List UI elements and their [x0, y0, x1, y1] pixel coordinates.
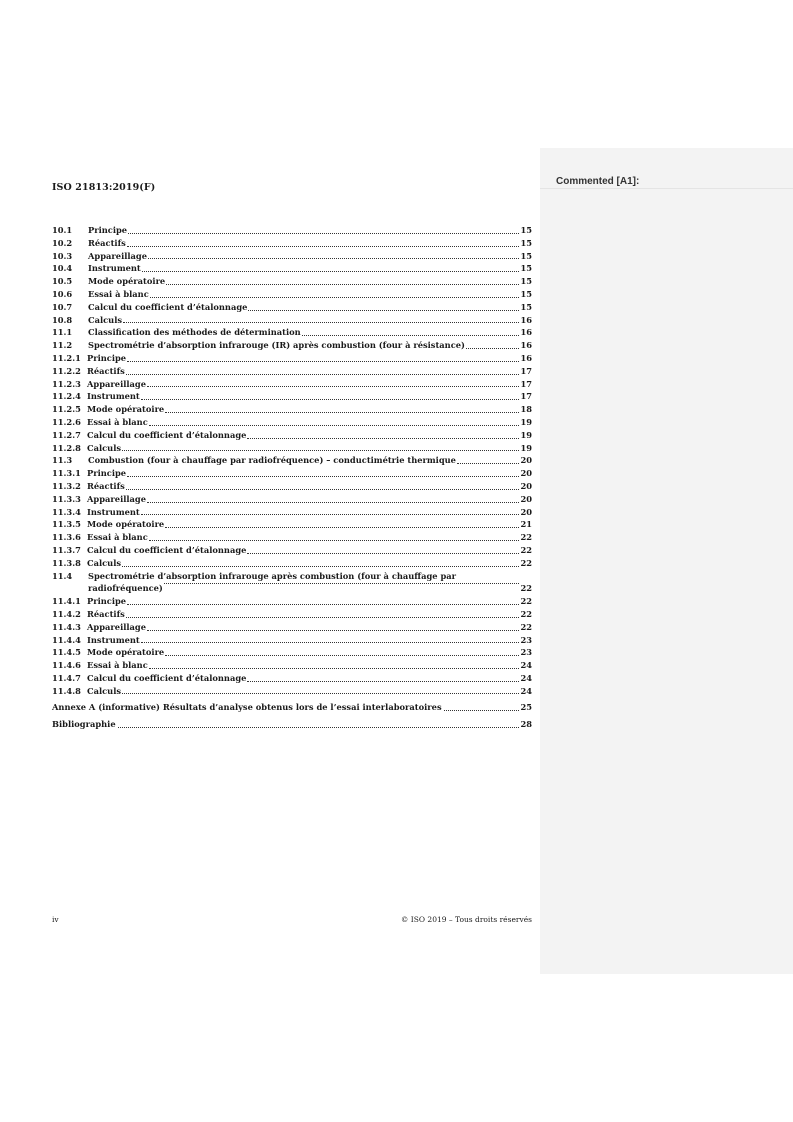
dot-leader — [127, 245, 520, 247]
toc-entry[interactable] — [52, 250, 532, 263]
toc-entry[interactable] — [52, 288, 532, 301]
toc-entry-number: 11.4.4 — [52, 634, 81, 645]
toc-entry-page: 22 — [520, 544, 532, 555]
dot-leader — [127, 475, 519, 477]
toc-entry-title: Spectrométrie d’absorption infrarouge après combustion (four à chauffage par — [88, 570, 457, 581]
dot-leader — [247, 437, 519, 439]
toc-entry-title: Essai à blanc — [87, 660, 148, 671]
toc-entry-page: 24 — [520, 685, 532, 696]
toc-entry[interactable] — [52, 518, 532, 531]
toc-entry[interactable] — [52, 326, 532, 339]
toc-entry-number: 10.8 — [52, 314, 73, 325]
dot-leader — [147, 385, 519, 387]
toc-entry[interactable] — [52, 595, 532, 608]
dot-leader — [457, 462, 520, 464]
toc-entry-page: 17 — [520, 391, 532, 402]
toc-entry-number: 11.3.7 — [52, 544, 81, 555]
toc-entry-title: Calcul du coefficient d’étalonnage — [88, 301, 248, 312]
toc-entry-page: 15 — [520, 263, 532, 274]
dot-leader — [141, 398, 520, 400]
toc-entry-title: Calcul du coefficient d’étalonnage — [87, 544, 247, 555]
dot-leader — [149, 424, 520, 426]
toc-entry-title: Calcul du coefficient d’étalonnage — [87, 672, 247, 683]
toc-entry-title: Mode opératoire — [88, 276, 166, 287]
dot-leader — [126, 373, 520, 375]
toc-entry-title: Classification des méthodes de détermination — [88, 327, 301, 338]
toc-entry-title: Spectrométrie d’absorption infrarouge (IR) après combustion (four à résistance) — [88, 340, 465, 351]
toc-entry-title: Mode opératoire — [87, 404, 165, 415]
toc-entry[interactable] — [52, 557, 532, 570]
toc-entry-title: Annexe A (informative) Résultats d’analyse obtenus lors de l’essai interlaboratoires — [52, 702, 442, 713]
toc-entry[interactable] — [52, 480, 532, 493]
toc-entry-title: Appareillage — [87, 621, 146, 632]
toc-entry-page: 20 — [520, 506, 532, 517]
dot-leader — [126, 616, 520, 618]
toc-entry-number: 11.4.8 — [52, 685, 81, 696]
toc-entry-title-continued: radiofréquence) — [88, 583, 163, 594]
toc-entry[interactable] — [52, 659, 532, 672]
dot-leader — [164, 582, 520, 584]
toc-entry-title: Calculs — [87, 685, 122, 696]
toc-entry-number: 11.4.6 — [52, 660, 81, 671]
dot-leader — [247, 552, 519, 554]
document-id: ISO 21813:2019(F) — [52, 182, 156, 193]
toc-entry-page: 22 — [520, 608, 532, 619]
dot-leader — [147, 501, 519, 503]
toc-entry[interactable] — [52, 339, 532, 352]
toc-entry-number: 11.3.8 — [52, 557, 81, 568]
toc-entry-page: 25 — [520, 702, 532, 713]
toc-entry-title: Calculs — [88, 314, 123, 325]
toc-entry[interactable] — [52, 506, 532, 519]
toc-entry[interactable] — [52, 685, 532, 698]
toc-entry-number: 10.2 — [52, 237, 73, 248]
toc-entry-number: 11.3.1 — [52, 468, 81, 479]
dot-leader — [148, 257, 519, 259]
toc-entry-bibliography[interactable] — [52, 718, 532, 731]
dot-leader — [122, 449, 519, 451]
toc-entry-page: 20 — [520, 468, 532, 479]
toc-entry[interactable] — [52, 365, 532, 378]
toc-entry[interactable] — [52, 531, 532, 544]
dot-leader — [302, 334, 520, 336]
toc-entry-page: 17 — [520, 378, 532, 389]
toc-entry-title: Mode opératoire — [87, 647, 165, 658]
toc-entry-page: 15 — [520, 250, 532, 261]
toc-entry-page: 15 — [520, 276, 532, 287]
copyright-notice: © ISO 2019 – Tous droits réservés — [400, 915, 532, 924]
toc-entry-number: 11.4.1 — [52, 596, 81, 607]
toc-entry-title: Instrument — [87, 391, 140, 402]
toc-entry-page: 16 — [520, 340, 532, 351]
dot-leader — [444, 709, 520, 711]
toc-entry-number: 11.4.7 — [52, 672, 81, 683]
toc-entry-number: 11.2 — [52, 340, 73, 351]
toc-entry-number: 11.3 — [52, 455, 73, 466]
toc-entry-page: 16 — [520, 314, 532, 325]
toc-entry-number: 11.4.2 — [52, 608, 81, 619]
toc-entry[interactable] — [52, 442, 532, 455]
toc-entry-page: 15 — [520, 237, 532, 248]
dot-leader — [141, 641, 520, 643]
dot-leader — [122, 565, 519, 567]
toc-entry[interactable] — [52, 454, 532, 467]
toc-entry-title: Bibliographie — [52, 719, 116, 730]
dot-leader — [248, 309, 519, 311]
toc-entry-number: 10.6 — [52, 288, 73, 299]
toc-entry-page: 20 — [520, 480, 532, 491]
toc-entry-title: Essai à blanc — [88, 288, 149, 299]
toc-entry-number: 11.2.6 — [52, 416, 81, 427]
page-number: iv — [52, 915, 59, 924]
toc-entry-page: 23 — [520, 634, 532, 645]
toc-entry-number: 11.1 — [52, 327, 73, 338]
toc-entry[interactable] — [52, 608, 532, 621]
toc-entry-page: 16 — [520, 352, 532, 363]
toc-entry[interactable] — [52, 390, 532, 403]
toc-entry-number: 11.2.3 — [52, 378, 81, 389]
toc-entry-number: 11.3.4 — [52, 506, 81, 517]
toc-entry-page: 19 — [520, 442, 532, 453]
comment-title[interactable]: Commented [A1]: — [556, 176, 640, 187]
toc-entry-page: 24 — [520, 660, 532, 671]
toc-entry-page: 22 — [520, 532, 532, 543]
toc-entry-number: 10.3 — [52, 250, 73, 261]
toc-entry-page: 15 — [520, 288, 532, 299]
toc-entry[interactable] — [52, 634, 532, 647]
comment-header — [540, 148, 793, 189]
toc-entry-title: Principe — [87, 352, 127, 363]
dot-leader — [247, 680, 519, 682]
toc-entry[interactable] — [52, 544, 532, 557]
dot-leader — [165, 654, 519, 656]
toc-entry-title: Instrument — [87, 506, 140, 517]
toc-entry-page: 17 — [520, 365, 532, 376]
toc-entry[interactable] — [52, 224, 532, 237]
dot-leader — [118, 726, 520, 728]
toc-entry-page: 21 — [520, 519, 532, 530]
toc-entry-title: Réactifs — [88, 237, 126, 248]
toc-entry-title: Calculs — [87, 442, 122, 453]
dot-leader — [142, 270, 520, 272]
toc-entry-number: 11.4.5 — [52, 647, 81, 658]
toc-entry-title: Calculs — [87, 557, 122, 568]
toc-entry-title: Instrument — [88, 263, 141, 274]
toc-entry-annex[interactable] — [52, 701, 532, 714]
toc-entry-number: 11.4.3 — [52, 621, 81, 632]
toc-entry[interactable] — [52, 403, 532, 416]
toc-entry-number: 11.2.5 — [52, 404, 81, 415]
toc-entry-title: Réactifs — [87, 480, 125, 491]
toc-entry[interactable] — [52, 237, 532, 250]
toc-entry-page: 22 — [520, 621, 532, 632]
dot-leader — [150, 296, 520, 298]
dot-leader — [165, 526, 519, 528]
toc-entry-number: 11.2.2 — [52, 365, 81, 376]
toc-entry-page: 20 — [520, 493, 532, 504]
toc-entry-number: 11.2.4 — [52, 391, 81, 402]
dot-leader — [166, 283, 519, 285]
toc-entry-title: Combustion (four à chauffage par radiofréquence) – conductimétrie thermique — [88, 455, 456, 466]
toc-entry-title: Essai à blanc — [87, 532, 148, 543]
dot-leader — [147, 629, 519, 631]
toc-entry[interactable] — [52, 301, 532, 314]
toc-entry-title: Appareillage — [87, 493, 146, 504]
toc-entry-page: 15 — [520, 301, 532, 312]
toc-entry-title: Mode opératoire — [87, 519, 165, 530]
toc-entry-page: 23 — [520, 647, 532, 658]
toc-entry-title: Calcul du coefficient d’étalonnage — [87, 429, 247, 440]
toc-entry-page: 22 — [520, 596, 532, 607]
toc-entry-title: Principe — [87, 596, 127, 607]
toc-entry-title: Appareillage — [87, 378, 146, 389]
dot-leader — [127, 603, 519, 605]
toc-entry-page: 22 — [520, 557, 532, 568]
toc-entry-page: 19 — [520, 416, 532, 427]
toc-entry-page: 20 — [520, 455, 532, 466]
toc-entry-number: 11.4 — [52, 570, 73, 581]
table-of-contents — [52, 224, 532, 731]
toc-entry-title: Essai à blanc — [87, 416, 148, 427]
toc-entry-number: 10.7 — [52, 301, 73, 312]
toc-entry-page: 24 — [520, 672, 532, 683]
toc-entry-title: Instrument — [87, 634, 140, 645]
dot-leader — [165, 411, 519, 413]
toc-entry-number: 11.3.5 — [52, 519, 81, 530]
toc-entry[interactable] — [52, 314, 532, 327]
toc-entry-number: 11.2.1 — [52, 352, 81, 363]
toc-entry-page: 28 — [520, 719, 532, 730]
toc-entry-number: 10.5 — [52, 276, 73, 287]
toc-entry-page: 19 — [520, 429, 532, 440]
toc-entry-number: 11.3.3 — [52, 493, 81, 504]
toc-entry-title: Principe — [87, 468, 127, 479]
toc-entry[interactable] — [52, 275, 532, 288]
toc-entry-number: 11.3.2 — [52, 480, 81, 491]
dot-leader — [149, 667, 520, 669]
toc-entry[interactable] — [52, 352, 532, 365]
toc-entry[interactable] — [52, 262, 532, 275]
toc-entry[interactable] — [52, 646, 532, 659]
toc-entry-number: 11.3.6 — [52, 532, 81, 543]
dot-leader — [466, 347, 519, 349]
toc-entry[interactable] — [52, 378, 532, 391]
toc-entry-page: 22 — [520, 583, 532, 594]
toc-entry-number: 10.4 — [52, 263, 73, 274]
comment-pane — [540, 148, 793, 974]
toc-entry-title: Principe — [88, 225, 128, 235]
dot-leader — [149, 539, 520, 541]
toc-entry[interactable] — [52, 429, 532, 442]
dot-leader — [127, 360, 519, 362]
toc-entry[interactable] — [52, 672, 532, 685]
toc-entry-page: 18 — [520, 404, 532, 415]
dot-leader — [122, 692, 519, 694]
dot-leader — [141, 513, 520, 515]
toc-entry-title: Réactifs — [87, 608, 125, 619]
toc-entry-title: Réactifs — [87, 365, 125, 376]
toc-entry[interactable] — [52, 493, 532, 506]
dot-leader — [126, 488, 520, 490]
dot-leader — [128, 232, 519, 234]
toc-entry[interactable] — [52, 467, 532, 480]
toc-entry-title: Appareillage — [88, 250, 147, 261]
toc-entry-number: 11.2.7 — [52, 429, 81, 440]
toc-entry[interactable] — [52, 416, 532, 429]
toc-entry[interactable] — [52, 570, 532, 596]
toc-entry-page: 15 — [520, 225, 532, 235]
toc-entry-page: 16 — [520, 327, 532, 338]
toc-entry-number: 10.1 — [52, 225, 73, 235]
toc-entry-number: 11.2.8 — [52, 442, 81, 453]
dot-leader — [123, 321, 519, 323]
toc-entry[interactable] — [52, 621, 532, 634]
